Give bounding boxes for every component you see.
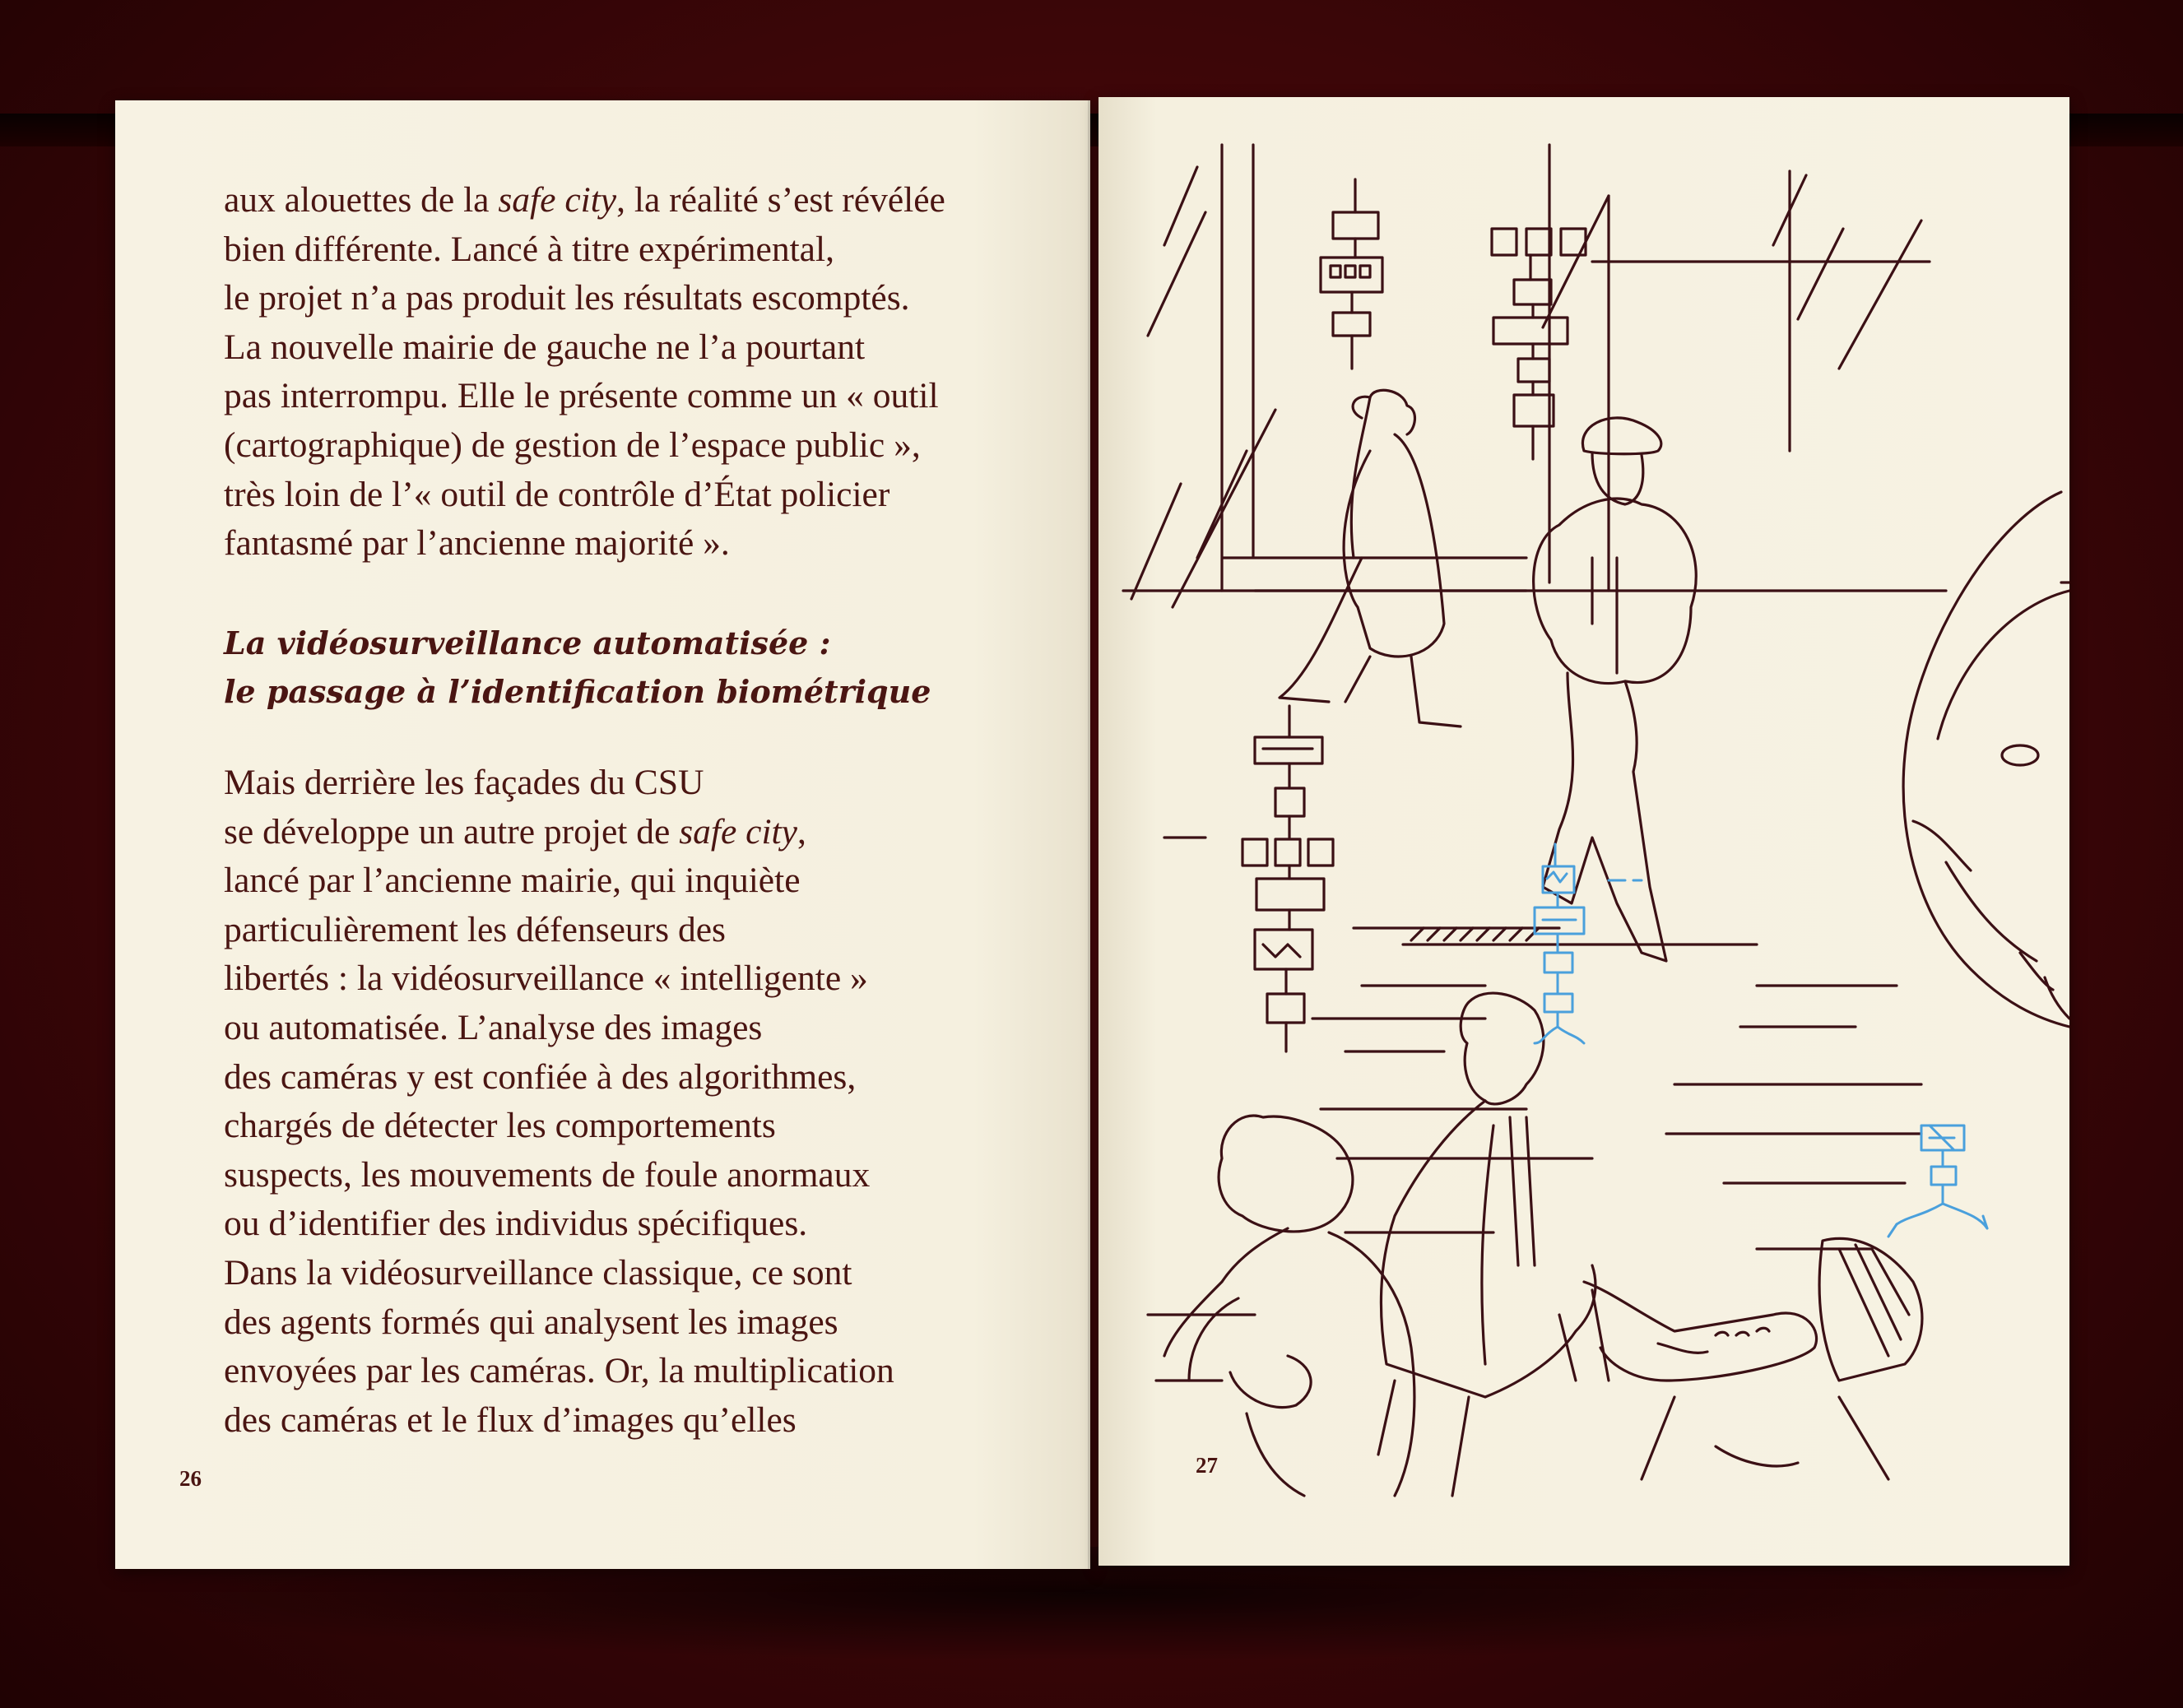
text-line [224, 1298, 1088, 1348]
camera-cluster-top-left [1321, 179, 1382, 369]
text-segment: se développe un autre projet de [224, 811, 680, 852]
text-line [224, 176, 1088, 225]
text-line [224, 759, 1088, 808]
text-segment: libertés : la vidéosurveillance « intelligente » [224, 958, 868, 999]
text-segment: ou d’identifier des individus spécifiques. [224, 1204, 808, 1244]
text-line [224, 274, 1088, 323]
person-bottom-left [1164, 1116, 1414, 1496]
text-segment: très loin de l’« outil de contrôle d’État policier [224, 474, 890, 514]
text-segment: le projet n’a pas produit les résultats escomptés. [224, 278, 910, 318]
text-segment: ou automatisée. L’analyse des images [224, 1007, 763, 1047]
text-line [224, 421, 1088, 471]
text-line [224, 906, 1088, 955]
text-segment: lancé par l’ancienne mairie, qui inquiète [224, 861, 801, 901]
street-surveillance-illustration [1098, 97, 2069, 1566]
italic-phrase: safe city [679, 811, 797, 852]
stroller [1584, 1238, 1922, 1479]
text-line [224, 225, 1088, 275]
text-segment: des caméras et le flux d’images qu’elles [224, 1399, 797, 1440]
heading-line-2: le passage à l’identification biométrique [224, 673, 931, 710]
text-segment: fantasmé par l’ancienne majorité ». [224, 523, 730, 564]
text-line [224, 1004, 1088, 1053]
text-segment: (cartographique) de gestion de l’espace public », [224, 425, 921, 465]
right-page [1098, 97, 2069, 1566]
text-line [224, 1151, 1088, 1200]
section-heading [224, 619, 1088, 716]
page-number-left: 26 [179, 1466, 202, 1491]
text-segment: des agents formés qui analysent les images [224, 1302, 838, 1342]
text-line [224, 1200, 1088, 1249]
paragraph-1 [224, 176, 1088, 569]
text-segment: des caméras y est confiée à des algorithmes, [224, 1056, 857, 1097]
text-segment: suspects, les mouvements de foule anormaux [224, 1154, 871, 1195]
text-segment: bien différente. Lancé à titre expérimental, [224, 229, 834, 269]
left-page [115, 100, 1090, 1569]
text-segment: particulièrement les défenseurs des [224, 909, 726, 949]
text-line [224, 954, 1088, 1004]
text-line [224, 1053, 1088, 1102]
text-segment: chargés de détecter les comportements [224, 1106, 776, 1146]
page-number-right: 27 [1196, 1453, 1218, 1478]
italic-phrase: safe city [498, 180, 617, 220]
paragraph-2 [224, 759, 1088, 1445]
text-segment: , la réalité s’est révélée [616, 180, 945, 220]
text-segment: , [797, 811, 806, 852]
text-line [224, 1102, 1088, 1151]
text-segment: La nouvelle mairie de gauche ne l’a pourtant [224, 327, 866, 367]
camera-cluster-top-center [1492, 229, 1586, 459]
text-line [224, 323, 1088, 373]
text-segment: aux alouettes de la [224, 180, 499, 220]
text-line [224, 1396, 1088, 1446]
heading-line-1: La vidéosurveillance automatisée : [224, 624, 831, 661]
text-line [224, 1249, 1088, 1298]
text-line [224, 519, 1088, 569]
car-right [1903, 492, 2069, 1027]
text-line [224, 856, 1088, 906]
text-segment: pas interrompu. Elle le présente comme un « outil [224, 376, 939, 416]
window-frames [1123, 145, 1946, 607]
text-segment: Dans la vidéosurveillance classique, ce sont [224, 1252, 852, 1293]
text-line [224, 808, 1088, 857]
text-line [224, 471, 1088, 520]
text-segment: Mais derrière les façades du CSU [224, 763, 704, 802]
text-segment: envoyées par les caméras. Or, la multiplication [224, 1351, 894, 1391]
text-line [224, 372, 1088, 421]
camera-cluster-left [1242, 706, 1333, 1051]
blue-camera-cluster-right [1888, 1126, 1987, 1237]
text-line [224, 1347, 1088, 1396]
